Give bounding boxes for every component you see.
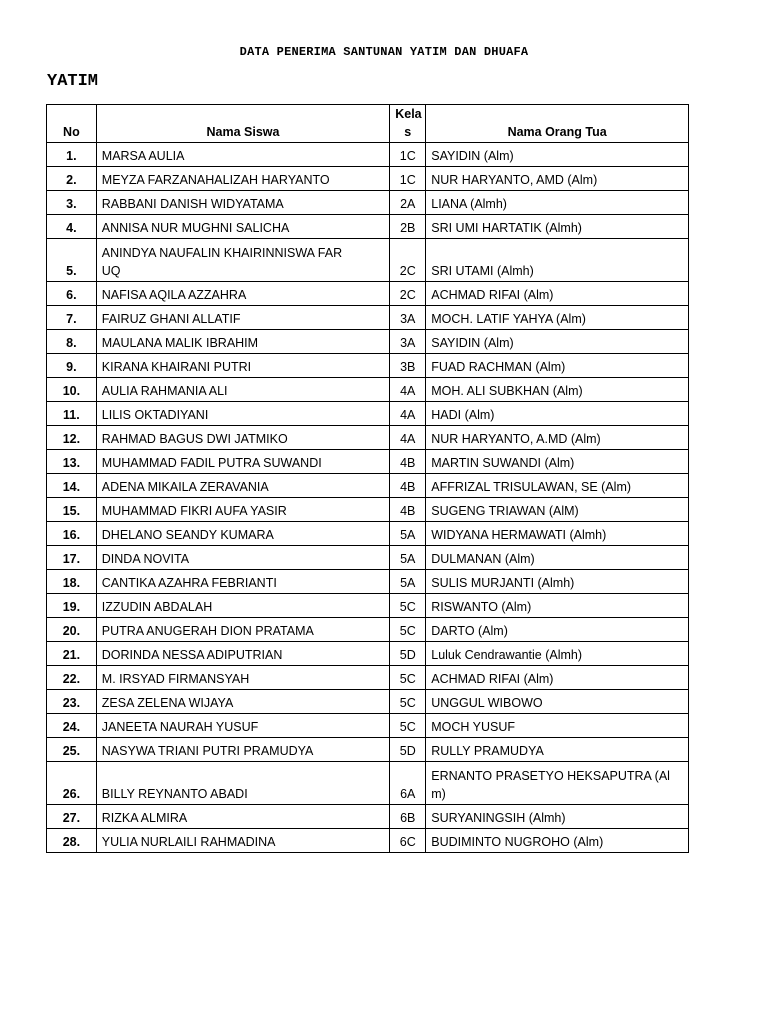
row-number — [47, 426, 97, 450]
table-row — [47, 594, 689, 618]
parent-name — [426, 474, 689, 498]
table-row — [47, 474, 689, 498]
student-name — [96, 215, 389, 239]
parent-name — [426, 762, 689, 805]
parent-name-text: RULLY PRAMUDYA — [431, 744, 544, 758]
table-row — [47, 215, 689, 239]
row-number-text: 15. — [62, 504, 81, 518]
student-name-text: AULIA RAHMANIA ALI — [101, 384, 228, 398]
student-name — [96, 522, 389, 546]
row-number-text: 27. — [62, 811, 81, 825]
class-cell — [390, 714, 426, 738]
parent-name — [426, 378, 689, 402]
row-number — [47, 546, 97, 570]
parent-name-text: ACHMAD RIFAI (Alm) — [431, 288, 554, 302]
class-cell — [390, 330, 426, 354]
table-row — [47, 167, 689, 191]
row-number-text: 1. — [66, 149, 77, 163]
class-cell — [390, 215, 426, 239]
student-name — [96, 426, 389, 450]
table-header-row — [47, 105, 689, 143]
parent-name-text: SULIS MURJANTI (Almh) — [431, 576, 575, 590]
row-number — [47, 354, 97, 378]
row-number — [47, 594, 97, 618]
class-cell — [390, 618, 426, 642]
row-number-text: 4. — [66, 221, 77, 235]
row-number-text: 24. — [62, 720, 81, 734]
row-number — [47, 805, 97, 829]
row-number — [47, 498, 97, 522]
parent-name — [426, 618, 689, 642]
class-cell — [390, 666, 426, 690]
row-number — [47, 215, 97, 239]
row-number-text: 21. — [62, 648, 81, 662]
student-name-text: M. IRSYAD FIRMANSYAH — [101, 672, 250, 686]
student-name-text: RIZKA ALMIRA — [101, 811, 188, 825]
class-cell — [390, 378, 426, 402]
student-name — [96, 474, 389, 498]
row-number-text: 22. — [62, 672, 81, 686]
row-number — [47, 714, 97, 738]
student-name-text: MARSA AULIA — [101, 149, 185, 163]
class-cell — [390, 143, 426, 167]
header-class-label: Kela s — [395, 107, 422, 139]
student-name-text: PUTRA ANUGERAH DION PRATAMA — [101, 624, 314, 638]
row-number — [47, 282, 97, 306]
class-cell — [390, 690, 426, 714]
row-number-text: 9. — [66, 360, 77, 374]
row-number — [47, 829, 97, 853]
student-name — [96, 594, 389, 618]
parent-name-text: NUR HARYANTO, A.MD (Alm) — [431, 432, 601, 446]
parent-name-text: Luluk Cendrawantie (Almh) — [431, 648, 583, 662]
class-cell-text: 5C — [399, 600, 416, 614]
class-cell-text: 4B — [400, 504, 416, 518]
parent-name — [426, 522, 689, 546]
header-class — [390, 105, 426, 143]
student-name — [96, 829, 389, 853]
parent-name-text: NUR HARYANTO, AMD (Alm) — [431, 173, 598, 187]
class-cell — [390, 829, 426, 853]
row-number — [47, 402, 97, 426]
class-cell-text: 5C — [399, 672, 416, 686]
table-row — [47, 738, 689, 762]
class-cell-text: 6C — [399, 835, 416, 849]
student-name — [96, 570, 389, 594]
class-cell-text: 2C — [399, 264, 416, 278]
table-row — [47, 426, 689, 450]
row-number-text: 19. — [62, 600, 81, 614]
parent-name-text: WIDYANA HERMAWATI (Almh) — [431, 528, 607, 542]
student-name-text: MUHAMMAD FADIL PUTRA SUWANDI — [101, 456, 322, 470]
student-name — [96, 354, 389, 378]
table-row — [47, 498, 689, 522]
parent-name — [426, 215, 689, 239]
student-name-text: YULIA NURLAILI RAHMADINA — [101, 835, 276, 849]
table-row — [47, 522, 689, 546]
class-cell — [390, 450, 426, 474]
row-number — [47, 474, 97, 498]
student-name — [96, 498, 389, 522]
student-name-text: ANINDYA NAUFALIN KHAIRINNISWA FAR UQ — [101, 246, 343, 278]
student-name-text: BILLY REYNANTO ABADI — [101, 787, 248, 801]
student-name-text: ANNISA NUR MUGHNI SALICHA — [101, 221, 290, 235]
student-name — [96, 330, 389, 354]
student-name — [96, 762, 389, 805]
parent-name-text: SURYANINGSIH (Almh) — [431, 811, 566, 825]
row-number — [47, 738, 97, 762]
parent-name — [426, 594, 689, 618]
table-row — [47, 690, 689, 714]
class-cell — [390, 239, 426, 282]
table-row — [47, 330, 689, 354]
parent-name-text: UNGGUL WIBOWO — [431, 696, 543, 710]
table-row — [47, 642, 689, 666]
row-number-text: 8. — [66, 336, 77, 350]
row-number — [47, 306, 97, 330]
table-row — [47, 239, 689, 282]
row-number-text: 10. — [62, 384, 81, 398]
student-name — [96, 738, 389, 762]
class-cell-text: 2B — [400, 221, 416, 235]
parent-name — [426, 306, 689, 330]
student-name-text: NASYWA TRIANI PUTRI PRAMUDYA — [101, 744, 314, 758]
class-cell — [390, 474, 426, 498]
parent-name-text: ERNANTO PRASETYO HEKSAPUTRA (Al m) — [431, 769, 670, 801]
student-name — [96, 143, 389, 167]
row-number — [47, 239, 97, 282]
class-cell-text: 4B — [400, 480, 416, 494]
class-cell-text: 5C — [399, 696, 416, 710]
row-number-text: 11. — [63, 408, 80, 422]
parent-name-text: HADI (Alm) — [431, 408, 495, 422]
row-number-text: 12. — [62, 432, 81, 446]
student-name-text: LILIS OKTADIYANI — [101, 408, 209, 422]
parent-name — [426, 330, 689, 354]
class-cell — [390, 191, 426, 215]
table-row — [47, 282, 689, 306]
class-cell-text: 1C — [399, 149, 416, 163]
parent-name — [426, 642, 689, 666]
class-cell — [390, 167, 426, 191]
parent-name-text: MARTIN SUWANDI (Alm) — [431, 456, 575, 470]
student-name-text: CANTIKA AZAHRA FEBRIANTI — [101, 576, 277, 590]
table-row — [47, 402, 689, 426]
class-cell-text: 4A — [400, 384, 416, 398]
parent-name — [426, 426, 689, 450]
class-cell — [390, 354, 426, 378]
parent-name — [426, 546, 689, 570]
header-no: No — [47, 105, 97, 143]
class-cell — [390, 546, 426, 570]
student-name — [96, 642, 389, 666]
table-row — [47, 143, 689, 167]
parent-name-text: SAYIDIN (Alm) — [431, 149, 514, 163]
class-cell-text: 4B — [400, 456, 416, 470]
row-number — [47, 522, 97, 546]
student-name — [96, 714, 389, 738]
student-name — [96, 306, 389, 330]
student-name — [96, 546, 389, 570]
parent-name-text: DULMANAN (Alm) — [431, 552, 535, 566]
row-number — [47, 330, 97, 354]
student-name-text: DINDA NOVITA — [101, 552, 190, 566]
recipients-table — [46, 104, 689, 853]
row-number — [47, 191, 97, 215]
row-number-text: 2. — [66, 173, 77, 187]
class-cell-text: 5D — [399, 744, 416, 758]
table-body — [47, 143, 689, 853]
class-cell-text: 3A — [400, 312, 416, 326]
class-cell — [390, 594, 426, 618]
header-parent-name: Nama Orang Tua — [426, 105, 689, 143]
parent-name — [426, 450, 689, 474]
parent-name-text: LIANA (Almh) — [431, 197, 507, 211]
parent-name-text: MOCH YUSUF — [431, 720, 516, 734]
parent-name-text: SRI UTAMI (Almh) — [431, 264, 534, 278]
parent-name — [426, 738, 689, 762]
parent-name-text: DARTO (Alm) — [431, 624, 508, 638]
row-number-text: 6. — [66, 288, 77, 302]
table-row — [47, 762, 689, 805]
student-name — [96, 618, 389, 642]
section-title: YATIM — [47, 72, 99, 91]
row-number-text: 3. — [66, 197, 77, 211]
class-cell-text: 2A — [400, 197, 416, 211]
student-name-text: MAULANA MALIK IBRAHIM — [101, 336, 259, 350]
row-number — [47, 642, 97, 666]
student-name-text: MEYZA FARZANAHALIZAH HARYANTO — [101, 173, 330, 187]
row-number — [47, 762, 97, 805]
student-name — [96, 402, 389, 426]
row-number-text: 18. — [62, 576, 81, 590]
parent-name — [426, 282, 689, 306]
parent-name-text: AFFRIZAL TRISULAWAN, SE (Alm) — [431, 480, 632, 494]
row-number — [47, 143, 97, 167]
parent-name — [426, 402, 689, 426]
row-number-text: 16. — [62, 528, 81, 542]
class-cell — [390, 738, 426, 762]
student-name-text: KIRANA KHAIRANI PUTRI — [101, 360, 252, 374]
parent-name — [426, 666, 689, 690]
header-student-name: Nama Siswa — [96, 105, 389, 143]
table-row — [47, 805, 689, 829]
parent-name — [426, 498, 689, 522]
student-name — [96, 450, 389, 474]
student-name-text: ZESA ZELENA WIJAYA — [101, 696, 234, 710]
class-cell-text: 6B — [400, 811, 416, 825]
table-row — [47, 191, 689, 215]
row-number-text: 20. — [62, 624, 81, 638]
row-number — [47, 690, 97, 714]
parent-name — [426, 570, 689, 594]
parent-name-text: SAYIDIN (Alm) — [431, 336, 514, 350]
student-name-text: IZZUDIN ABDALAH — [101, 600, 213, 614]
parent-name-text: MOH. ALI SUBKHAN (Alm) — [431, 384, 583, 398]
class-cell-text: 5C — [399, 624, 416, 638]
document-title: DATA PENERIMA SANTUNAN YATIM DAN DHUAFA — [239, 45, 529, 59]
student-name-text: NAFISA AQILA AZZAHRA — [101, 288, 247, 302]
student-name — [96, 378, 389, 402]
row-number — [47, 666, 97, 690]
row-number — [47, 618, 97, 642]
row-number-text: 7. — [66, 312, 77, 326]
parent-name — [426, 143, 689, 167]
class-cell-text: 2C — [399, 288, 416, 302]
class-cell — [390, 426, 426, 450]
table-row — [47, 306, 689, 330]
parent-name — [426, 805, 689, 829]
student-name — [96, 690, 389, 714]
row-number — [47, 570, 97, 594]
student-name — [96, 191, 389, 215]
table-row — [47, 378, 689, 402]
row-number — [47, 378, 97, 402]
parent-name-text: SUGENG TRIAWAN (AlM) — [431, 504, 579, 518]
parent-name-text: ACHMAD RIFAI (Alm) — [431, 672, 554, 686]
table-row — [47, 618, 689, 642]
parent-name — [426, 239, 689, 282]
student-name-text: MUHAMMAD FIKRI AUFA YASIR — [101, 504, 287, 518]
table-row — [47, 714, 689, 738]
class-cell — [390, 402, 426, 426]
class-cell-text: 4A — [400, 432, 416, 446]
parent-name — [426, 191, 689, 215]
table-row — [47, 450, 689, 474]
student-name-text: FAIRUZ GHANI ALLATIF — [101, 312, 241, 326]
class-cell-text: 1C — [399, 173, 416, 187]
row-number-text: 25. — [62, 744, 81, 758]
class-cell — [390, 498, 426, 522]
class-cell-text: 5A — [400, 552, 416, 566]
row-number — [47, 167, 97, 191]
class-cell-text: 3B — [400, 360, 416, 374]
table-row — [47, 546, 689, 570]
class-cell-text: 5A — [400, 576, 416, 590]
table-row — [47, 666, 689, 690]
student-name — [96, 167, 389, 191]
row-number-text: 28. — [62, 835, 81, 849]
parent-name-text: RISWANTO (Alm) — [431, 600, 532, 614]
student-name-text: RABBANI DANISH WIDYATAMA — [101, 197, 284, 211]
class-cell-text: 6A — [400, 787, 416, 801]
parent-name — [426, 354, 689, 378]
class-cell — [390, 282, 426, 306]
row-number-text: 13. — [62, 456, 81, 470]
student-name-text: ADENA MIKAILA ZERAVANIA — [101, 480, 269, 494]
row-number-text: 14. — [62, 480, 81, 494]
class-cell-text: 5A — [400, 528, 416, 542]
row-number-text: 5. — [66, 264, 77, 278]
class-cell — [390, 762, 426, 805]
student-name-text: RAHMAD BAGUS DWI JATMIKO — [101, 432, 288, 446]
student-name — [96, 666, 389, 690]
class-cell — [390, 522, 426, 546]
row-number-text: 23. — [62, 696, 81, 710]
row-number-text: 26. — [62, 787, 81, 801]
class-cell-text: 5D — [399, 648, 416, 662]
table-row — [47, 570, 689, 594]
parent-name-text: FUAD RACHMAN (Alm) — [431, 360, 566, 374]
student-name — [96, 805, 389, 829]
parent-name — [426, 714, 689, 738]
student-name-text: DORINDA NESSA ADIPUTRIAN — [101, 648, 283, 662]
table-row — [47, 354, 689, 378]
class-cell — [390, 306, 426, 330]
parent-name-text: SRI UMI HARTATIK (Almh) — [431, 221, 582, 235]
parent-name — [426, 829, 689, 853]
parent-name — [426, 167, 689, 191]
class-cell — [390, 570, 426, 594]
student-name-text: DHELANO SEANDY KUMARA — [101, 528, 274, 542]
class-cell — [390, 805, 426, 829]
row-number — [47, 450, 97, 474]
table-row — [47, 829, 689, 853]
class-cell — [390, 642, 426, 666]
parent-name — [426, 690, 689, 714]
row-number-text: 17. — [62, 552, 81, 566]
parent-name-text: MOCH. LATIF YAHYA (Alm) — [431, 312, 586, 326]
student-name-text: JANEETA NAURAH YUSUF — [101, 720, 259, 734]
parent-name-text: BUDIMINTO NUGROHO (Alm) — [431, 835, 604, 849]
class-cell-text: 3A — [400, 336, 416, 350]
class-cell-text: 5C — [399, 720, 416, 734]
student-name — [96, 282, 389, 306]
class-cell-text: 4A — [400, 408, 416, 422]
student-name — [96, 239, 389, 282]
